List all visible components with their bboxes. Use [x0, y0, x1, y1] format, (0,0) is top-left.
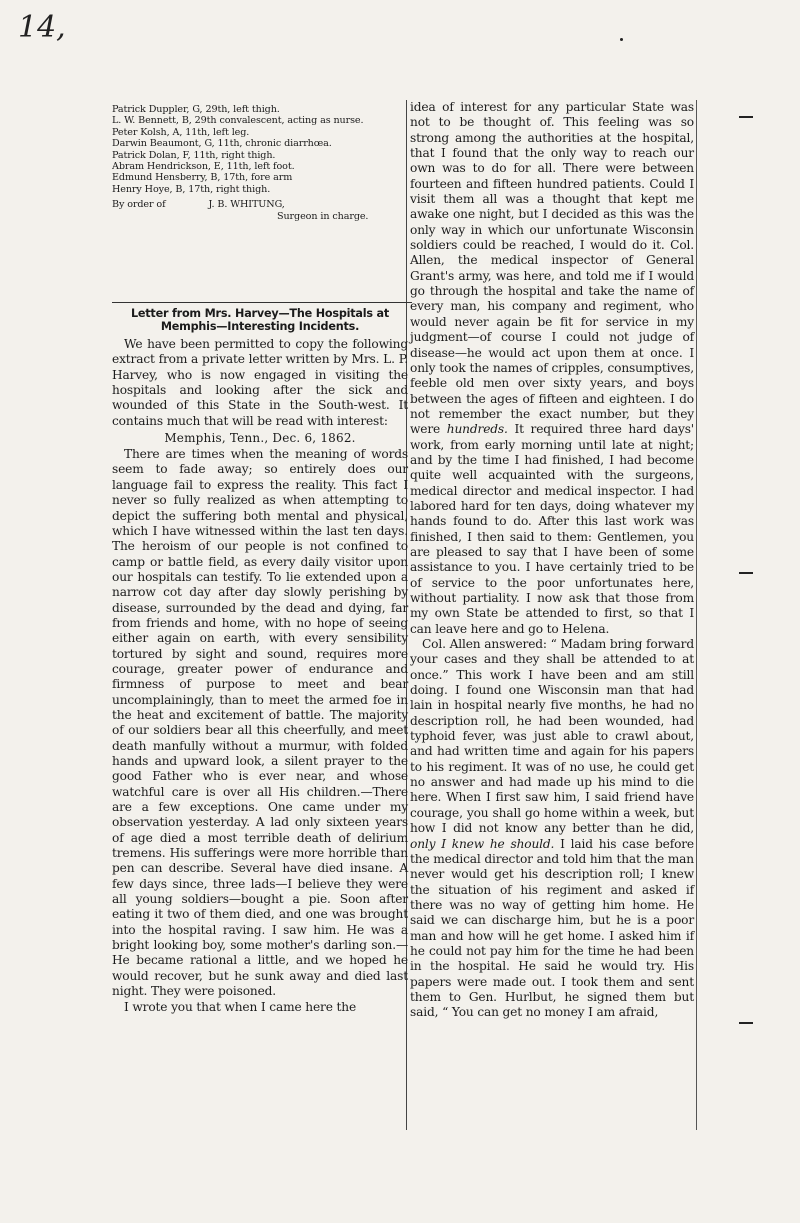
right-column — [410, 100, 694, 1021]
roster-entry: Darwin Beaumont, G, 11th, chronic diarrhœa. — [112, 138, 332, 150]
roster-entry: Peter Kolsh, A, 11th, left leg. — [112, 126, 250, 138]
roster-entry: Edmund Hensberry, B, 17th, fore arm — [112, 172, 293, 184]
article-body-left — [112, 447, 408, 1015]
left-column — [112, 104, 408, 1015]
article-intro: We have been permitted to copy the following extract from a private letter written by Mrs. L. P. Harvey, who is now engaged in visiting the hospitals and looking after the sick and wounded of this State in the South-west. It contains much that will be read with interest: — [112, 337, 408, 428]
column-rule — [696, 100, 697, 1130]
roster-entry: L. W. Bennett, B, 29th convalescent, acting as nurse. — [112, 115, 364, 127]
roster-entry: Patrick Duppler, G, 29th, left thigh. — [112, 104, 280, 115]
roster-entry: Henry Hoye, B, 17th, right thigh. — [112, 183, 271, 195]
emphasis: only I knew he should. — [410, 836, 555, 851]
emphasis: hundreds. — [446, 422, 508, 437]
margin-mark — [739, 1022, 753, 1024]
roster-entry: Abram Hendrickson, E, 11th, left foot. — [112, 161, 295, 173]
order-by: By order of — [112, 199, 166, 211]
article-dateline: Memphis, Tenn., Dec. 6, 1862. — [164, 431, 356, 446]
casualty-roster — [112, 104, 408, 222]
roster-entry: Patrick Dolan, F, 11th, right thigh. — [112, 149, 276, 161]
order-line — [112, 199, 408, 210]
paragraph: Col. Allen answered: “ Madam bring forward your cases and they shall be attended to at once.” This work I have been and am still doing. I found one Wisconsin man that had lain in hospital nearly five months, he had no description roll, he had been wounded, had typhoid fever, was just able to crawl about, and had written time and again for his papers to his regiment. It was of no use, he could get no answer and had made up his mind to die here. When I first saw him, I said friend have courage, you shall go home within a week, but how I did not know any better than he did, only I knew he should. I laid his case before the medical director and told him that the man never would get his description roll; I knew the situation of his regiment and asked if there was no way of getting him home. He said we can discharge him, but he is a poor man and how will he get home. I asked him if he could not pay him for the time he had been in the hospital. He said he would try. His papers were made out. I took them and sent them to Gen. Hurlbut, he signed them but said, “ You can get no money I am afraid, — [410, 637, 694, 1020]
margin-mark — [739, 116, 753, 118]
paragraph: I wrote you that when I came here the — [124, 999, 357, 1014]
margin-dot — [620, 38, 623, 41]
article-body-right — [410, 100, 694, 1021]
signatory: J. B. WHITUNG, — [208, 199, 285, 211]
paragraph: idea of interest for any particular State was not to be thought of. This feeling was so strong among the authorities at the hospital, that I found that the only way to reach our own was to do for all. There were between fourteen and fifteen hundred patients. Could I visit them all was a thought that kept me awake one night, but I decided as this was the only way in which our unfortunate Wisconsin soldiers could be reached, I would do it. Col. Allen, the medical inspector of General Grant's army, was here, and told me if I would go through the hospital and take the name of every man, his company and regiment, who would never again be fit for service in my judgment—of course I could not judge of disease—he would act upon them at once. I only took the names of cripples, consumptives, feeble old men over sixty years, and boys between the ages of fifteen and eighteen. I do not remember the exact number, but they were hundreds. It required three hard days' work, from early morning until late at night; and by the time I had finished, I had become quite well acquainted with the surgeons, medical director and medical inspector. I had labored hard for ten days, doing whatever my hands found to do. After this last work was finished, I then said to them: Gentlemen, you are pleased to say that I have been of some assistance to you. I have certainly tried to be of service to the poor unfortunates here, without partiality. I now ask that those from my own State be attended to first, so that I can leave here and go to Helena. — [410, 100, 694, 636]
article-headline: Letter from Mrs. Harvey—The Hospitals at Memphis—Interesting Incidents. — [130, 307, 390, 334]
section-divider — [112, 302, 412, 303]
margin-mark — [739, 572, 753, 574]
paragraph: There are times when the meaning of words seem to fade away; so entirely does our language fail to express the reality. This fact I never so fully realized as when attempting to depict the suffering both mental and physical, which I have witnessed within the last ten days. The heroism of our people is not confined to camp or battle field, as every daily visitor upon our hospitals can testify. To lie extended upon a narrow cot day after day slowly perishing by disease, surrounded by the dead and dying, far from friends and home, with no hope of seeing either again on earth, with every sensibility tortured by sight and sound, requires more courage, greater power of endurance and firmness of purpose to meet and bear uncomplainingly, than to meet the armed foe in the heat and excitement of battle. The majority of our soldiers bear all this cheerfully, and meet death manfully without a murmur, with folded hands and upward look, a silent prayer to the good Father who is ever near, and whose watchful care is over all His children.—There are a few exceptions. One came under my observation yesterday. A lad only sixteen years of age died a most terrible death of delirium tremens. His sufferings were more horrible than pen can describe. Several have died insane. A few days since, three lads—I believe they were all young soldiers—bought a pie. Soon after eating it two of them died, and one was brought into the hospital raving. I saw him. He was a bright looking boy, some mother's darling son.—He became rational a little, and we hoped he would recover, but he sunk away and died last night. They were poisoned. — [112, 447, 408, 999]
page-number: 14, — [18, 10, 66, 45]
signatory-title: Surgeon in charge. — [277, 210, 369, 222]
